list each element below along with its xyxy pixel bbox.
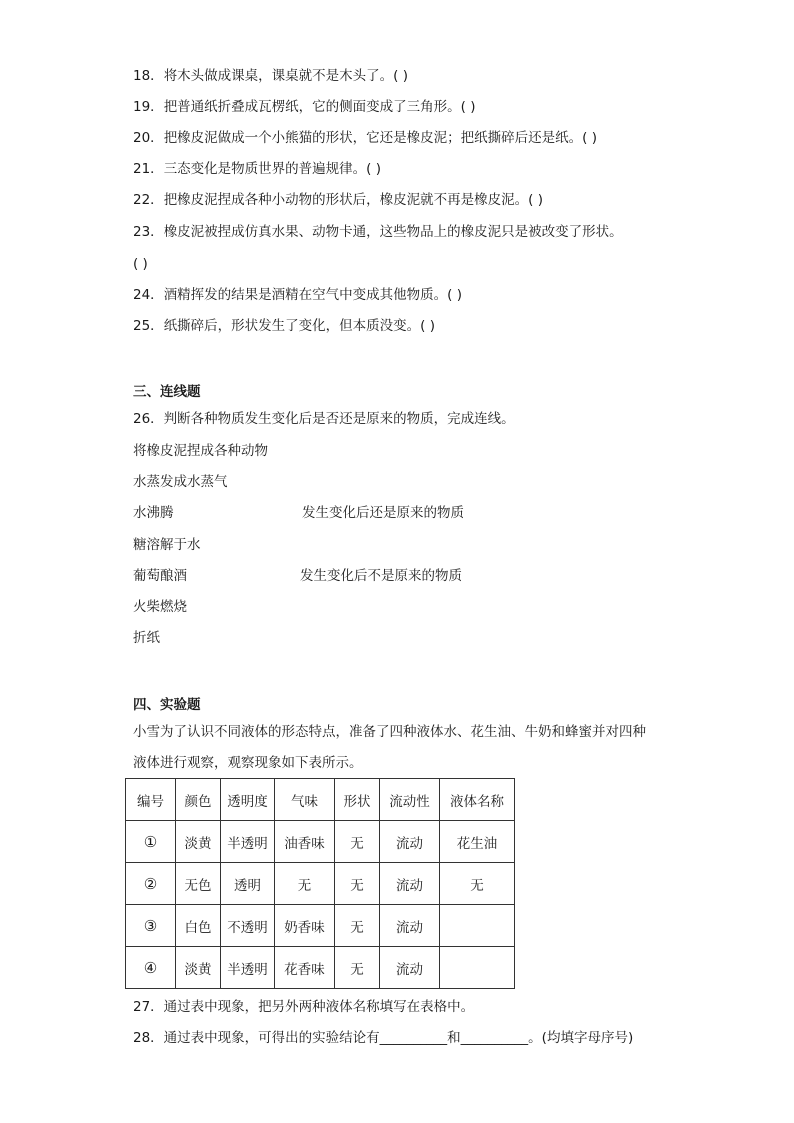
match-left-item: 水蒸发成水蒸气	[133, 474, 228, 490]
liquid-name-answer-cell[interactable]	[440, 905, 515, 947]
liquid-name-answer-cell[interactable]	[440, 947, 515, 989]
table-cell: 流动	[380, 821, 440, 863]
experiment-intro-line-2: 液体进行观察，观察现象如下表所示。	[133, 755, 363, 771]
match-left-item: 葡萄酿酒	[133, 568, 187, 584]
table-cell: ②	[126, 863, 176, 905]
match-left-item: 水沸腾	[133, 505, 174, 521]
section-heading-matching: 三、连线题	[133, 384, 201, 400]
table-header-cell: 流动性	[380, 779, 440, 821]
question-26: 26．判断各种物质发生变化后是否还是原来的物质，完成连线。	[133, 411, 515, 427]
table-header-cell: 气味	[275, 779, 335, 821]
table-row	[126, 905, 515, 947]
question-24: 24．酒精挥发的结果是酒精在空气中变成其他物质。( )	[133, 287, 463, 303]
table-cell: 流动	[380, 947, 440, 989]
section-heading-experiment: 四、实验题	[133, 697, 201, 713]
match-right-item: 发生变化后不是原来的物质	[300, 568, 462, 584]
question-23: 23．橡皮泥被捏成仿真水果、动物卡通，这些物品上的橡皮泥只是被改变了形状。	[133, 224, 623, 240]
table-cell: 奶香味	[275, 905, 335, 947]
table-cell: 半透明	[221, 947, 275, 989]
table-cell: ③	[126, 905, 176, 947]
table-cell: 淡黄	[176, 947, 221, 989]
table-cell: 不透明	[221, 905, 275, 947]
table-row	[126, 947, 515, 989]
question-18: 18．将木头做成课桌，课桌就不是木头了。( )	[133, 68, 409, 84]
match-left-item: 火柴燃烧	[133, 599, 187, 615]
table-header-cell: 透明度	[221, 779, 275, 821]
table-cell: 淡黄	[176, 821, 221, 863]
table-header-cell: 编号	[126, 779, 176, 821]
question-27: 27．通过表中现象，把另外两种液体名称填写在表格中。	[133, 999, 475, 1015]
table-cell: 油香味	[275, 821, 335, 863]
table-cell: 流动	[380, 905, 440, 947]
table-cell: 无	[335, 863, 380, 905]
table-row	[126, 821, 515, 863]
table-row	[126, 863, 515, 905]
liquid-observation-table	[125, 778, 515, 989]
question-28: 28．通过表中现象，可得出的实验结论有__________和__________。(均填字母序号)	[133, 1030, 634, 1046]
table-cell: 无	[335, 947, 380, 989]
match-left-item: 折纸	[133, 630, 160, 646]
table-cell: 无	[440, 863, 515, 905]
match-right-item: 发生变化后还是原来的物质	[302, 505, 464, 521]
table-cell: 花香味	[275, 947, 335, 989]
table-cell: 透明	[221, 863, 275, 905]
table-cell: 无	[335, 905, 380, 947]
table-cell: 无色	[176, 863, 221, 905]
table-cell: 流动	[380, 863, 440, 905]
experiment-intro-line-1: 小雪为了认识不同液体的形态特点，准备了四种液体水、花生油、牛奶和蜂蜜并对四种	[133, 724, 646, 740]
table-cell: 无	[335, 821, 380, 863]
question-22: 22．把橡皮泥捏成各种小动物的形状后，橡皮泥就不再是橡皮泥。( )	[133, 192, 544, 208]
match-left-item: 将橡皮泥捏成各种动物	[133, 443, 268, 459]
table-cell: 半透明	[221, 821, 275, 863]
question-21: 21．三态变化是物质世界的普遍规律。( )	[133, 161, 382, 177]
table-header-cell: 颜色	[176, 779, 221, 821]
table-header-cell: 形状	[335, 779, 380, 821]
table-cell: 白色	[176, 905, 221, 947]
table-cell: 无	[275, 863, 335, 905]
match-left-item: 糖溶解于水	[133, 537, 201, 553]
table-cell: ④	[126, 947, 176, 989]
question-25: 25．纸撕碎后，形状发生了变化，但本质没变。( )	[133, 318, 436, 334]
table-header-cell: 液体名称	[440, 779, 515, 821]
table-cell: ①	[126, 821, 176, 863]
question-23-answer-bracket: ( )	[133, 256, 148, 272]
table-cell: 花生油	[440, 821, 515, 863]
table-header-row	[126, 779, 515, 821]
question-20: 20．把橡皮泥做成一个小熊猫的形状，它还是橡皮泥；把纸撕碎后还是纸。( )	[133, 130, 598, 146]
question-19: 19．把普通纸折叠成瓦楞纸，它的侧面变成了三角形。( )	[133, 99, 476, 115]
